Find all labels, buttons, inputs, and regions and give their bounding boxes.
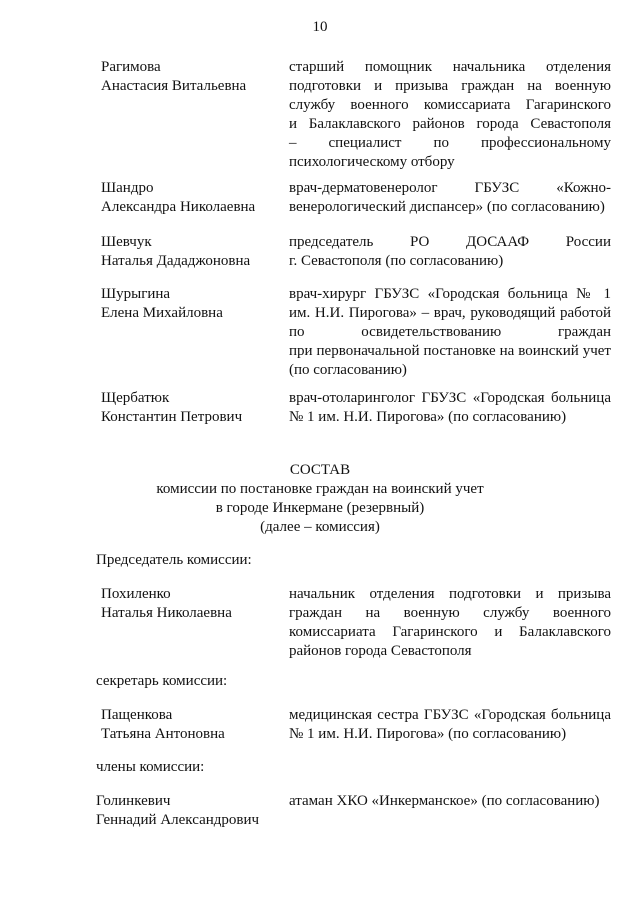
member-role: председатель РО ДОСААФ России г. Севастополя (по согласованию)	[289, 234, 611, 269]
member-name: Голинкевич Геннадий Александрович	[96, 793, 260, 828]
chair-label: Председатель комиссии:	[96, 552, 252, 568]
section-subtitle: комиссии по постановке граждан на воинский учет	[156, 481, 484, 497]
section-subtitle: в городе Инкермане (резервный)	[215, 500, 425, 516]
page-number: 10	[312, 19, 328, 35]
secretary-label: секретарь комиссии:	[96, 673, 228, 689]
secretary-name: Пащенкова Татьяна Антоновна	[101, 707, 225, 742]
member-role: врач-хирург ГБУЗС «Городская больница № 1 им. Н.И. Пирогова» – врач, руководящий работой по освидетельствованию граждан при первоначальной постановке на воинский учет (по согласованию)	[289, 286, 611, 378]
member-role: врач-дерматовенеролог ГБУЗС «Кожно- венерологический диспансер» (по согласованию)	[289, 180, 611, 215]
member-role: атаман ХКО «Инкерманское» (по согласованию)	[289, 793, 600, 809]
section-title: СОСТАВ	[289, 462, 351, 478]
member-name: Рагимова Анастасия Витальевна	[101, 59, 247, 94]
chair-role: начальник отделения подготовки и призыва граждан на военную службу военного комиссариата Гагаринского и Балаклавского районов города Севастополя	[289, 586, 611, 659]
member-role: старший помощник начальника отделения подготовки и призыва граждан на военную службу военного комиссариата Гагаринского и Балаклавского районов города Севастополя – специалист по профессиональному психологическому отбору	[289, 59, 611, 170]
member-name: Шурыгина Елена Михайловна	[101, 286, 223, 321]
member-name: Шевчук Наталья Дададжоновна	[101, 234, 251, 269]
member-name: Щербатюк Константин Петрович	[101, 390, 243, 425]
members-label: члены комиссии:	[96, 759, 205, 775]
member-name: Шандро Александра Николаевна	[101, 180, 256, 215]
secretary-role: медицинская сестра ГБУЗС «Городская больница № 1 им. Н.И. Пирогова» (по согласованию)	[289, 707, 611, 742]
section-subtitle: (далее – комиссия)	[260, 519, 380, 535]
member-role: врач-отоларинголог ГБУЗС «Городская больница № 1 им. Н.И. Пирогова» (по согласованию)	[289, 390, 611, 425]
chair-name: Похиленко Наталья Николаевна	[101, 586, 232, 621]
